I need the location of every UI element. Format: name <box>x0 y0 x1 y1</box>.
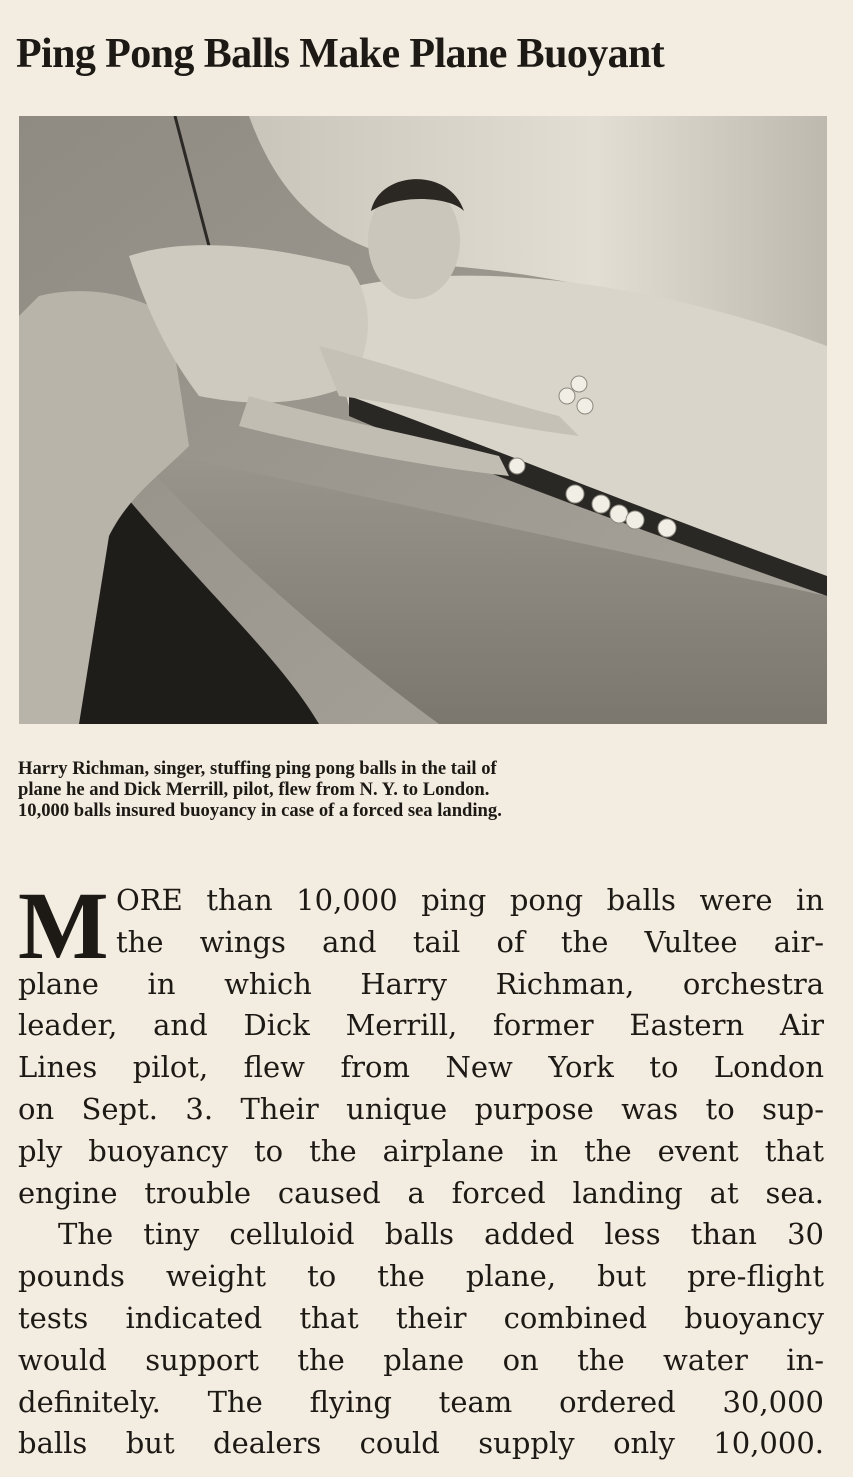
body-line: ORE than 10,000 ping pong balls were in <box>116 883 824 917</box>
ball <box>592 495 610 513</box>
body-line: The tiny celluloid balls added less than 30 <box>58 1217 824 1252</box>
article-body <box>18 872 824 1465</box>
body-line: tests indicated that their combined buoyancy <box>18 1300 824 1335</box>
headline: Ping Pong Balls Make Plane Buoyant <box>16 31 665 77</box>
body-line: on Sept. 3. Their unique purpose was to sup- <box>18 1091 824 1126</box>
body-line: plane in which Harry Richman, orchestra <box>18 966 824 1001</box>
ball <box>610 505 628 523</box>
body-line: balls but dealers could supply only 10,000. <box>18 1426 824 1461</box>
ball <box>559 388 575 404</box>
body-line: the wings and tail of the Vultee air- <box>116 924 824 959</box>
body-line: engine trouble caused a forced landing at sea. <box>18 1175 824 1210</box>
ball <box>577 398 593 414</box>
ball <box>571 376 587 392</box>
ball <box>658 519 676 537</box>
caption-line: Harry Richman, singer, stuffing ping pong balls in the tail of <box>18 758 497 779</box>
article-photo <box>19 116 827 724</box>
caption-line: plane he and Dick Merrill, pilot, flew from N. Y. to London. <box>18 779 490 800</box>
body-line: definitely. The flying team ordered 30,000 <box>18 1384 824 1419</box>
body-line: leader, and Dick Merrill, former Eastern Air <box>18 1008 824 1043</box>
body-line: pounds weight to the plane, but pre-flight <box>18 1259 824 1294</box>
ball <box>626 511 644 529</box>
caption-line: 10,000 balls insured buoyancy in case of a forced sea landing. <box>18 800 502 821</box>
body-line: ply buoyancy to the airplane in the event that <box>18 1133 824 1168</box>
photo-illustration <box>19 116 827 724</box>
body-line: would support the plane on the water in- <box>18 1342 824 1377</box>
ball <box>566 485 584 503</box>
photo-caption <box>18 758 824 821</box>
ball <box>509 458 525 474</box>
drop-cap: M <box>18 872 107 979</box>
body-line: Lines pilot, flew from New York to London <box>18 1050 824 1085</box>
